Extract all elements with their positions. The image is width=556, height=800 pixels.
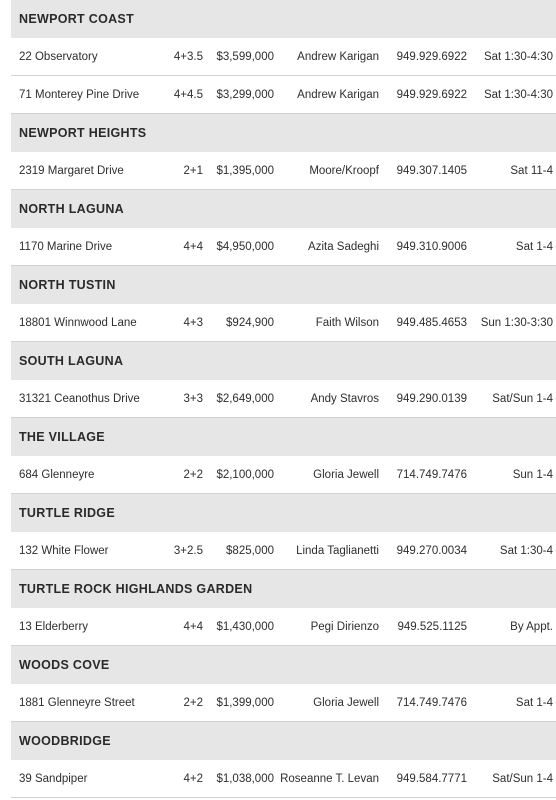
listing-phone: 949.290.0139 bbox=[396, 393, 467, 405]
listing-agent: Gloria Jewell bbox=[313, 469, 379, 481]
listing-rooms: 2+1 bbox=[183, 165, 203, 177]
listing-price: $3,299,000 bbox=[216, 89, 274, 101]
listing-address: 13 Elderberry bbox=[19, 621, 89, 633]
listing-rooms: 4+3.5 bbox=[173, 51, 203, 63]
listing-row bbox=[11, 380, 556, 418]
listing-row bbox=[11, 152, 556, 190]
section-heading: NORTH LAGUNA bbox=[11, 190, 556, 228]
section-heading: NEWPORT HEIGHTS bbox=[11, 114, 556, 152]
listing-hours: Sun 1-4 bbox=[512, 469, 553, 481]
listing-phone: 949.270.0034 bbox=[396, 545, 467, 557]
listing-hours: Sat 11-4 bbox=[510, 165, 553, 177]
listing-hours: Sat 1-4 bbox=[515, 697, 553, 709]
listing-price: $1,399,000 bbox=[216, 697, 274, 709]
listing-price: $4,950,000 bbox=[216, 241, 274, 253]
listing-price: $3,599,000 bbox=[216, 51, 274, 63]
section-heading: WOODBRIDGE bbox=[11, 722, 556, 760]
listing-address: 22 Observatory bbox=[19, 51, 98, 63]
listing-agent: Pegi Dirienzo bbox=[310, 621, 379, 633]
listing-price: $1,430,000 bbox=[216, 621, 274, 633]
listing-price: $2,649,000 bbox=[216, 393, 274, 405]
listing-agent: Azita Sadeghi bbox=[308, 241, 379, 253]
section-heading: SOUTH LAGUNA bbox=[11, 342, 556, 380]
listing-price: $1,395,000 bbox=[216, 165, 274, 177]
listing-agent: Andrew Karigan bbox=[297, 51, 379, 63]
listing-price: $2,100,000 bbox=[216, 469, 274, 481]
listing-hours: Sun 1:30-3:30 bbox=[480, 317, 553, 329]
listing-agent: Faith Wilson bbox=[315, 317, 379, 329]
listing-address: 1881 Glenneyre Street bbox=[19, 697, 135, 709]
listing-row bbox=[11, 684, 556, 722]
listing-address: 1170 Marine Drive bbox=[19, 241, 113, 253]
section-heading: NEWPORT COAST bbox=[11, 0, 556, 38]
listing-row bbox=[11, 228, 556, 266]
listing-address: 71 Monterey Pine Drive bbox=[19, 89, 140, 101]
listing-hours: Sat 1:30-4:30 bbox=[483, 51, 553, 63]
section-heading: WOODS COVE bbox=[11, 646, 556, 684]
listing-hours: Sat/Sun 1-4 bbox=[492, 393, 553, 405]
listing-rooms: 4+4 bbox=[183, 241, 203, 253]
section-heading: TURTLE RIDGE bbox=[11, 494, 556, 532]
section-heading: THE VILLAGE bbox=[11, 418, 556, 456]
listing-address: 18801 Winnwood Lane bbox=[19, 317, 137, 329]
listing-rooms: 4+3 bbox=[183, 317, 203, 329]
listing-row bbox=[11, 456, 556, 494]
listing-rooms: 2+2 bbox=[183, 469, 203, 481]
listing-row bbox=[11, 760, 556, 798]
listing-price: $1,038,000 bbox=[216, 773, 274, 785]
listing-agent: Andy Stavros bbox=[310, 393, 379, 405]
listing-rooms: 3+3 bbox=[183, 393, 203, 405]
listing-price: $825,000 bbox=[226, 545, 274, 557]
listing-row bbox=[11, 38, 556, 76]
listing-row bbox=[11, 608, 556, 646]
listing-rooms: 2+2 bbox=[183, 697, 203, 709]
listing-hours: By Appt. bbox=[510, 621, 553, 633]
listing-phone: 949.929.6922 bbox=[396, 89, 467, 101]
listing-phone: 949.929.6922 bbox=[396, 51, 467, 63]
listing-phone: 949.485.4653 bbox=[396, 317, 467, 329]
listing-rooms: 4+4.5 bbox=[173, 89, 203, 101]
listing-rooms: 3+2.5 bbox=[173, 545, 203, 557]
listing-agent: Roseanne T. Levan bbox=[280, 773, 379, 785]
listing-agent: Linda Taglianetti bbox=[296, 545, 379, 557]
listing-hours: Sat/Sun 1-4 bbox=[492, 773, 553, 785]
listing-rooms: 4+2 bbox=[183, 773, 203, 785]
listing-hours: Sat 1:30-4:30 bbox=[483, 89, 553, 101]
section-heading: TURTLE ROCK HIGHLANDS GARDEN bbox=[11, 570, 556, 608]
listing-phone: 949.310.9006 bbox=[396, 241, 467, 253]
listing-phone: 714.749.7476 bbox=[396, 469, 467, 481]
listing-row bbox=[11, 76, 556, 114]
listing-agent: Moore/Kroopf bbox=[309, 165, 379, 177]
listing-agent: Andrew Karigan bbox=[297, 89, 379, 101]
listing-address: 31321 Ceanothus Drive bbox=[19, 393, 140, 405]
listing-address: 39 Sandpiper bbox=[19, 773, 88, 785]
listing-phone: 949.584.7771 bbox=[396, 773, 467, 785]
listing-hours: Sat 1-4 bbox=[515, 241, 553, 253]
listing-row bbox=[11, 532, 556, 570]
listing-hours: Sat 1:30-4 bbox=[499, 545, 553, 557]
listing-address: 684 Glenneyre bbox=[19, 469, 95, 481]
listing-phone: 714.749.7476 bbox=[396, 697, 467, 709]
listing-rooms: 4+4 bbox=[183, 621, 203, 633]
open-house-listings bbox=[11, 0, 556, 798]
listing-agent: Gloria Jewell bbox=[313, 697, 379, 709]
listing-price: $924,900 bbox=[226, 317, 274, 329]
listing-address: 132 White Flower bbox=[19, 545, 109, 557]
section-heading: NORTH TUSTIN bbox=[11, 266, 556, 304]
listing-row bbox=[11, 304, 556, 342]
listing-phone: 949.307.1405 bbox=[396, 165, 467, 177]
listing-address: 2319 Margaret Drive bbox=[19, 165, 124, 177]
listing-phone: 949.525.1125 bbox=[397, 621, 467, 633]
